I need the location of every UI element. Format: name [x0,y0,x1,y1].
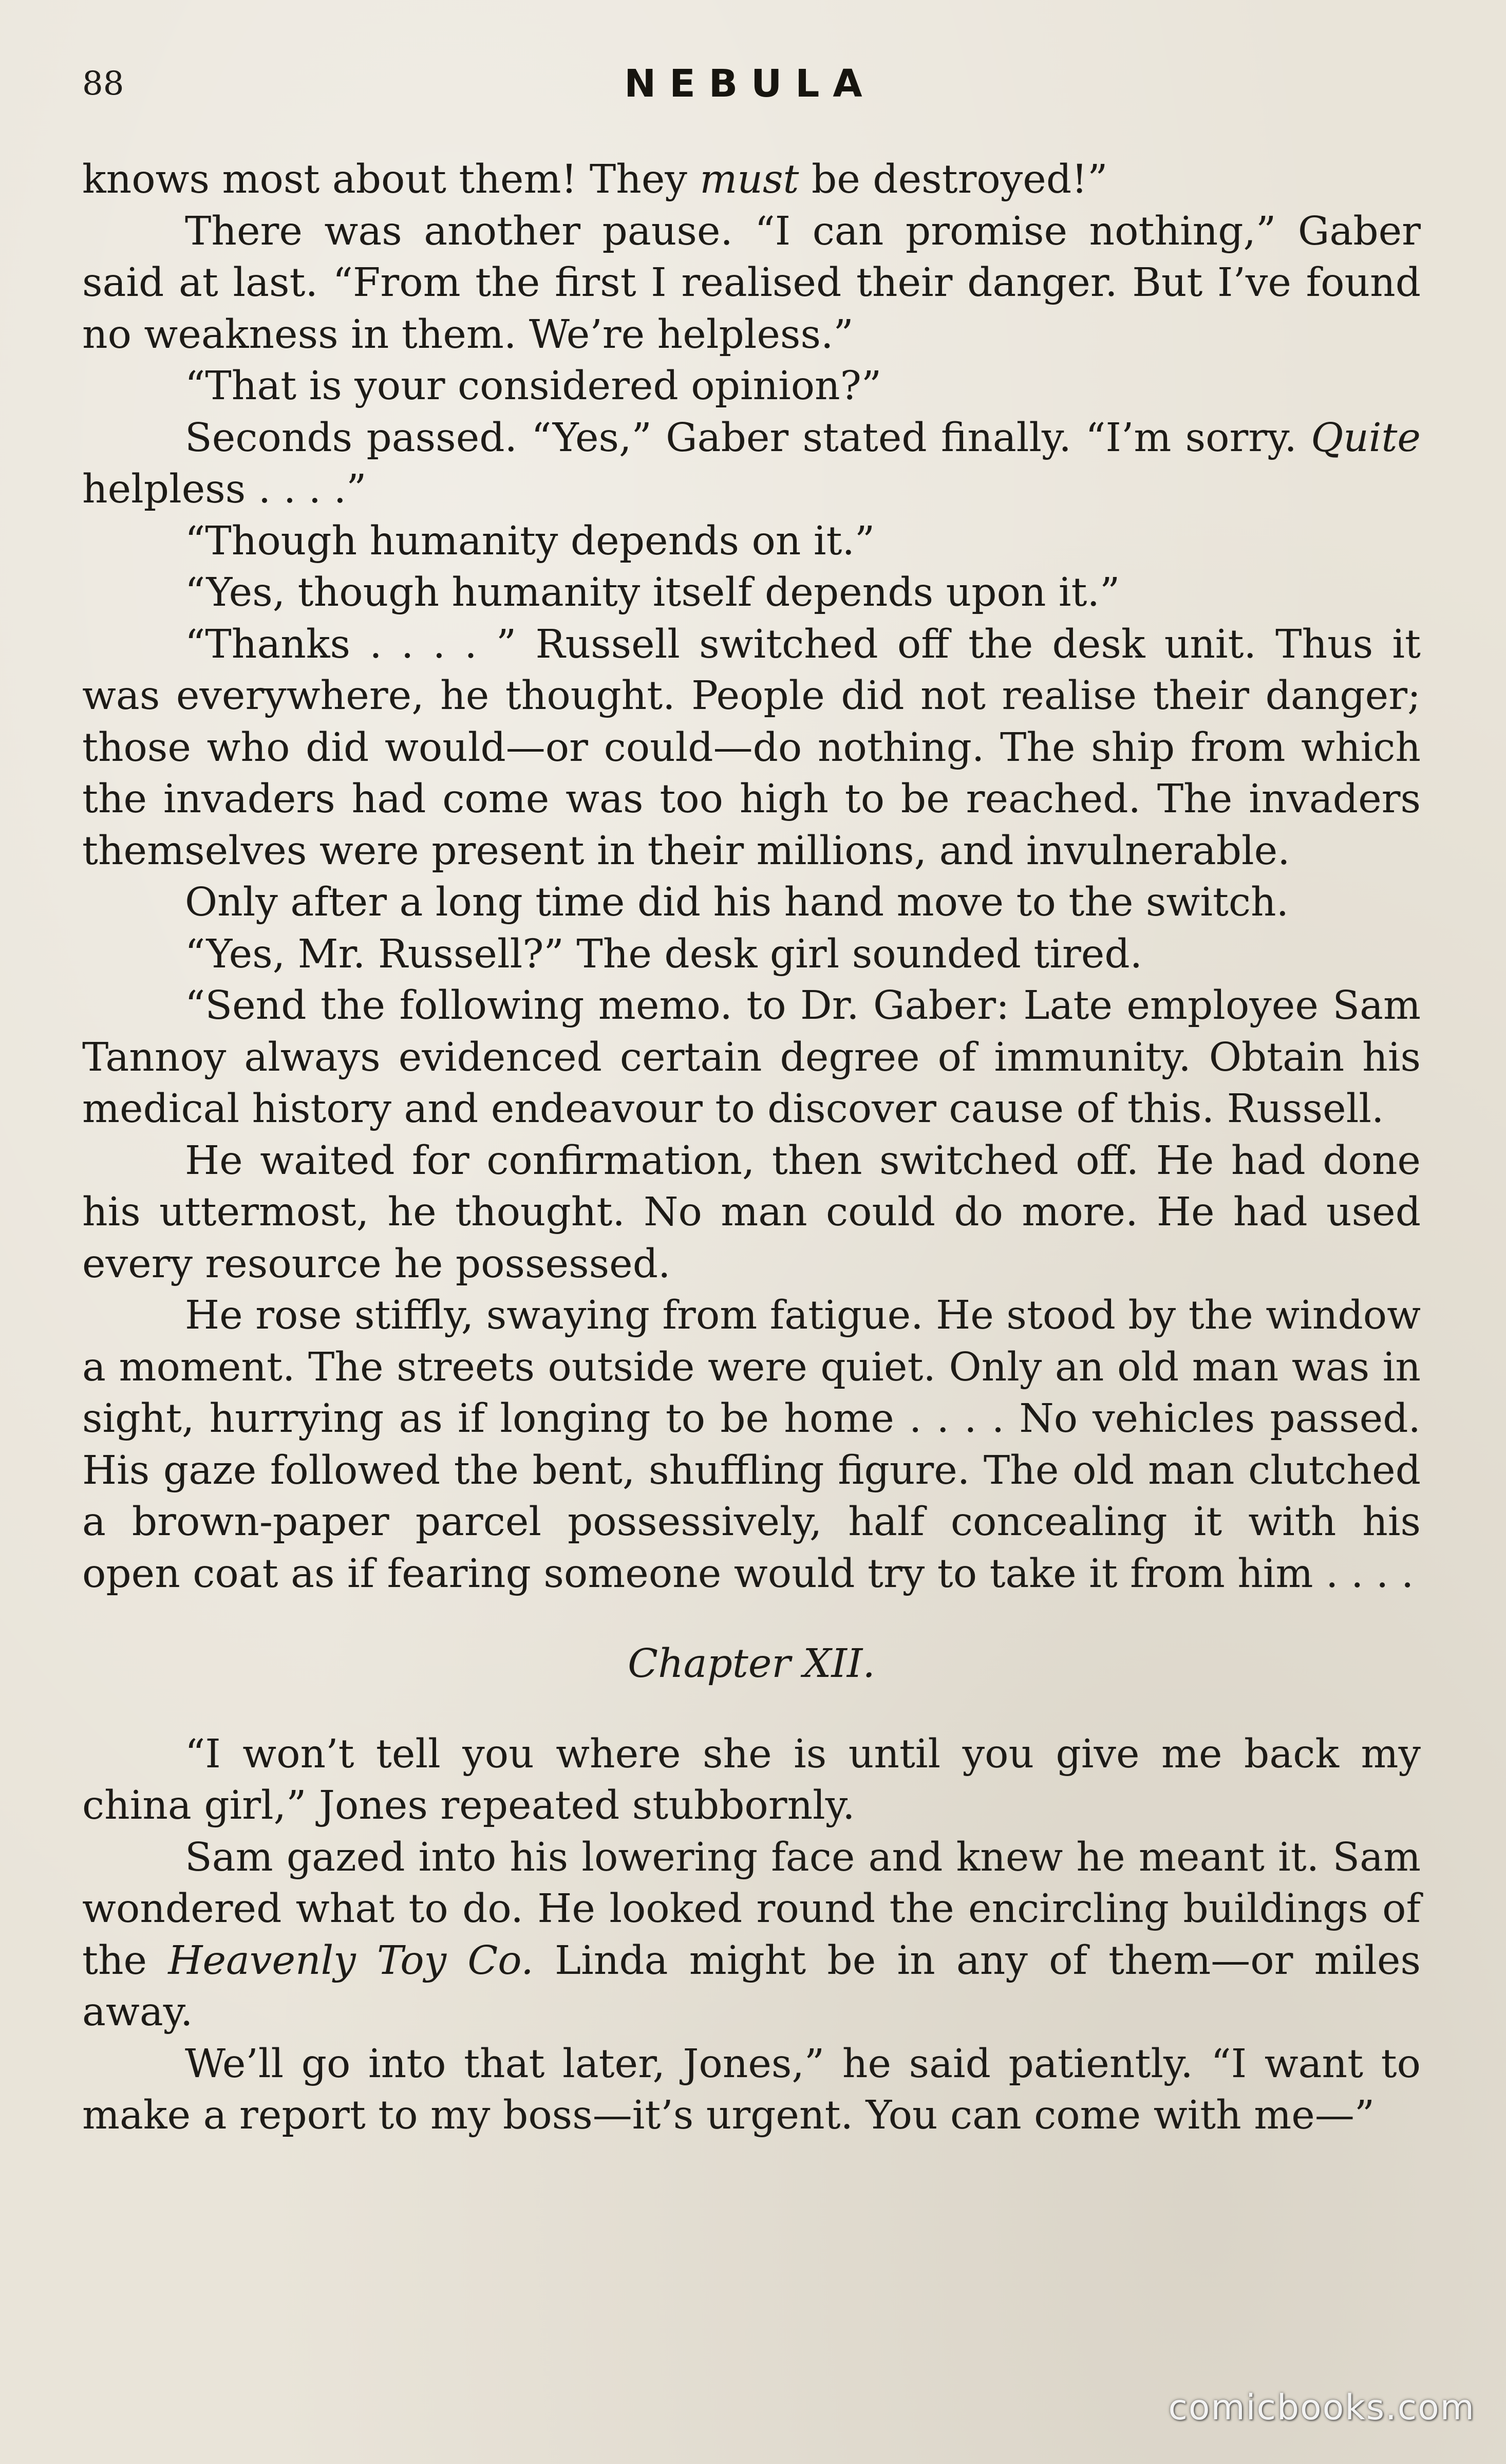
paragraph: “That is your considered opinion?” [185,363,882,409]
paragraph: Only after a long time did his hand move to the switch. [185,880,1289,925]
paragraph: He rose stiffly, swaying from fatigue. He stood by the window a moment. The streets outside were quiet. Only an old man was in sight, hurrying as if longing to be home . . . . No vehicles passed. His gaze followed the bent, shuffling figure. The old man clutched a brown-paper parcel possessively, half concealing it with his open coat as if fearing someone would try to take it from him . . . . [82,1293,1421,1597]
paragraph: We’ll go into that later, Jones,” he said patiently. “I want to make a report to my boss—it’s urgent. You can come with me—” [82,2041,1421,2138]
paragraph: He waited for confirmation, then switched off. He had done his uttermost, he thought. No man could do more. He had used every resource he possessed. [82,1137,1421,1287]
paragraph: knows most about them! They must be destroyed!” [82,157,1108,202]
emphasis: Heavenly Toy Co. [168,1937,534,1984]
paragraph: “Though humanity depends on it.” [185,518,875,564]
paragraph: “I won’t tell you where she is until you give me back my china girl,” Jones repeated stubbornly. [82,1731,1421,1828]
page-number: 88 [82,65,124,103]
paragraph: Sam gazed into his lowering face and knew he meant it. Sam wondered what to do. He looked round the encircling buildings of the Heavenly Toy Co. Linda might be in any of them—or miles away. [82,1834,1421,2035]
page-header [82,55,1418,112]
body-text [82,154,1421,2142]
emphasis: must [700,157,799,202]
running-head-title: NEBULA [624,62,876,106]
paragraph: There was another pause. “I can promise nothing,” Gaber said at last. “From the first I realised their danger. But I’ve found no weakness in them. We’re helpless.” [82,208,1421,358]
emphasis: Quite [1311,415,1421,461]
watermark: comicbooks.com [1168,2387,1475,2428]
paragraph: “Thanks . . . . ” Russell switched off the desk unit. Thus it was everywhere, he thought. People did not realise their danger; those who did would—or could—do nothing. The ship from which the invaders had come was too high to be reached. The invaders themselves were present in their millions, and invulnerable. [82,621,1421,874]
paragraph: “Yes, though humanity itself depends upon it.” [185,570,1120,615]
paragraph: Seconds passed. “Yes,” Gaber stated finally. “I’m sorry. Quite helpless . . . .” [82,415,1421,512]
chapter-heading: Chapter XII. [628,1641,875,1687]
paragraph: “Yes, Mr. Russell?” The desk girl sounded tired. [185,931,1143,977]
paragraph: “Send the following memo. to Dr. Gaber: Late employee Sam Tannoy always evidenced certain degree of immunity. Obtain his medical history and endeavour to discover cause of this. Russell. [82,983,1421,1132]
